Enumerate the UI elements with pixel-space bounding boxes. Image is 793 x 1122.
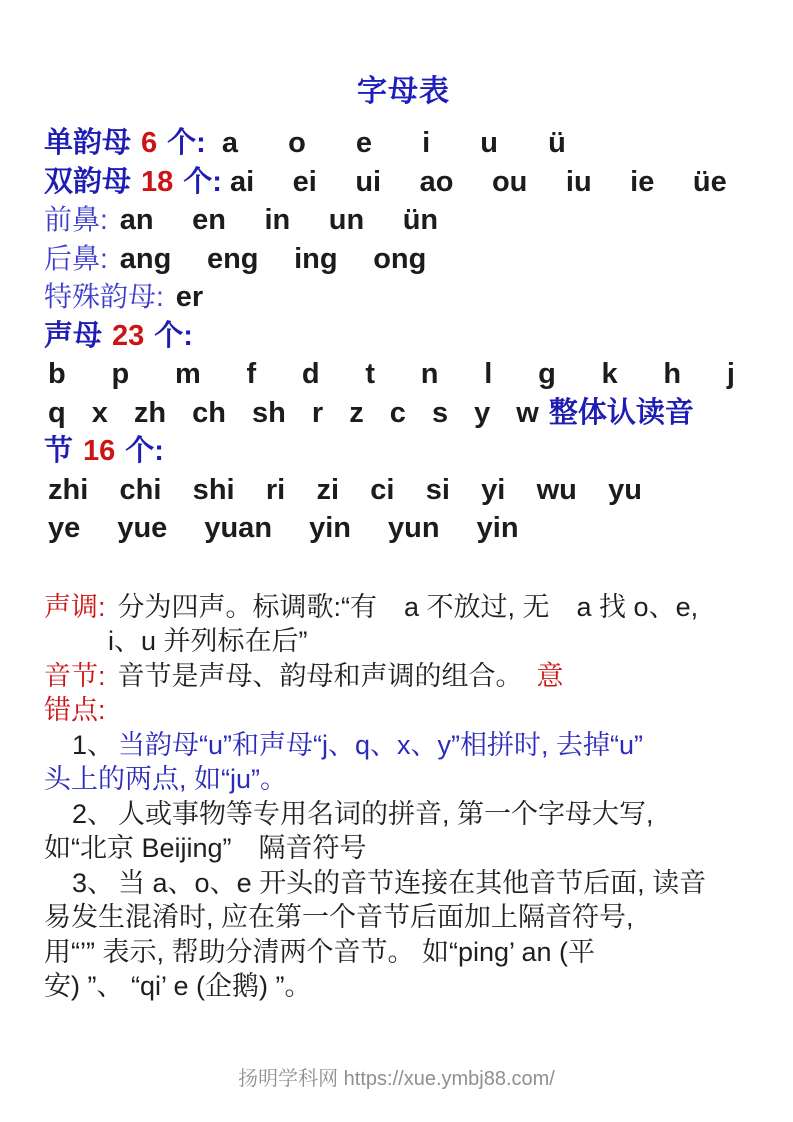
front-nasal-row — [44, 201, 763, 240]
syllable-note-row — [44, 659, 763, 694]
back-nasal-row — [44, 240, 763, 279]
point2-text-line2: 如“北京 Beijing” 隔音符号 — [44, 833, 367, 863]
initials-unit: 个: — [154, 319, 193, 352]
point1-text-line1: 当韵母“u”和声母“j、q、x、y”相拼时, 去掉“u” — [118, 729, 644, 760]
whole-syllables-row-2 — [44, 509, 763, 548]
tone-label: 声调: — [44, 591, 106, 622]
double-vowels-label: 双韵母 — [44, 165, 132, 198]
point2-text-line1: 人或事物等专用名词的拼音, 第一个字母大写, — [118, 798, 654, 829]
whole-syllables-heading-part2: 节 — [44, 435, 74, 467]
whole-syllables-row-2-letters: ye yue yuan yin yun yin — [48, 512, 519, 544]
initials-row-1 — [44, 355, 763, 394]
point3-text-line3: 用“’” 表示, 帮助分清两个音节。 如“ping’ an (平 — [44, 936, 596, 967]
special-vowel-label: 特殊韵母: — [44, 281, 164, 312]
initials-count: 23 — [112, 319, 145, 352]
point1-text-line2: 头上的两点, 如“ju”。 — [44, 764, 287, 794]
tone-note-row — [44, 590, 763, 625]
tone-text-line2: i、u 并列标在后” — [108, 626, 308, 656]
point3-row-4 — [44, 969, 763, 1004]
syllable-tail: 意 — [536, 660, 564, 691]
notes-section — [44, 590, 763, 1004]
point3-row-2 — [44, 900, 763, 935]
mistakes-heading-row — [44, 693, 763, 728]
initials-row-2 — [44, 394, 763, 433]
double-vowels-letters: ai ei ui ao ou iu ie üe — [229, 165, 727, 198]
mistakes-label: 错点: — [44, 695, 106, 725]
point3-row-3 — [44, 935, 763, 970]
point3-row-1 — [44, 866, 763, 901]
tone-note-row-2 — [44, 624, 763, 659]
footer-site-credit: 扬明学科网 https://xue.ymbj88.com/ — [238, 1068, 555, 1090]
point2-row-2 — [44, 831, 763, 866]
point2-row-1 — [44, 797, 763, 832]
single-vowels-count: 6 — [141, 127, 158, 159]
point3-text-line1: 当 a、o、e 开头的音节连接在其他音节后面, 读音 — [118, 867, 707, 898]
single-vowels-unit: 个: — [167, 127, 206, 159]
front-nasal-letters: an en in un ün — [119, 204, 439, 236]
point3-text-line2: 易发生混淆时, 应在第一个音节后面加上隔音符号, — [44, 902, 634, 932]
initials-row-2-letters: q x zh ch sh r z c s y w — [48, 396, 539, 429]
initials-heading-row — [44, 317, 763, 356]
front-nasal-label: 前鼻: — [44, 204, 108, 235]
page-title: 字母表 — [357, 75, 450, 108]
whole-syllables-unit: 个: — [125, 435, 164, 467]
point3-text-line4: 安) ”、 “qi’ e (企鹅) ”。 — [44, 971, 312, 1001]
special-vowel-letters: er — [175, 281, 204, 313]
double-vowels-unit: 个: — [183, 165, 222, 198]
point1-row-2 — [44, 762, 763, 797]
point1-number: 1、 — [72, 729, 115, 760]
whole-syllables-row-1 — [44, 471, 763, 510]
whole-syllables-heading-row — [44, 432, 763, 471]
initials-label: 声母 — [44, 319, 103, 352]
whole-syllables-row-1-letters: zhi chi shi ri zi ci si yi wu yu — [48, 473, 642, 506]
point2-number: 2、 — [72, 798, 115, 829]
back-nasal-label: 后鼻: — [44, 242, 108, 274]
syllable-label: 音节: — [44, 660, 106, 691]
special-vowel-row — [44, 278, 763, 317]
point3-number: 3、 — [72, 867, 115, 898]
initials-row-1-letters: b p m f d t n l g k h j — [48, 358, 735, 390]
whole-syllables-count: 16 — [83, 435, 116, 467]
double-vowels-count: 18 — [141, 165, 174, 198]
tone-text-line1: 分为四声。标调歌:“有 a 不放过, 无 a 找 o、e, — [117, 591, 699, 622]
point1-row-1 — [44, 728, 763, 763]
back-nasal-letters: ang eng ing ong — [119, 242, 427, 275]
single-vowels-label: 单韵母 — [44, 127, 132, 159]
single-vowels-letters: a o e i u ü — [221, 127, 566, 159]
whole-syllables-heading-part1: 整体认读音 — [548, 396, 694, 429]
double-vowels-row — [44, 163, 763, 202]
syllable-text: 音节是声母、韵母和声调的组合。 — [117, 660, 523, 691]
single-vowels-row — [44, 124, 763, 163]
